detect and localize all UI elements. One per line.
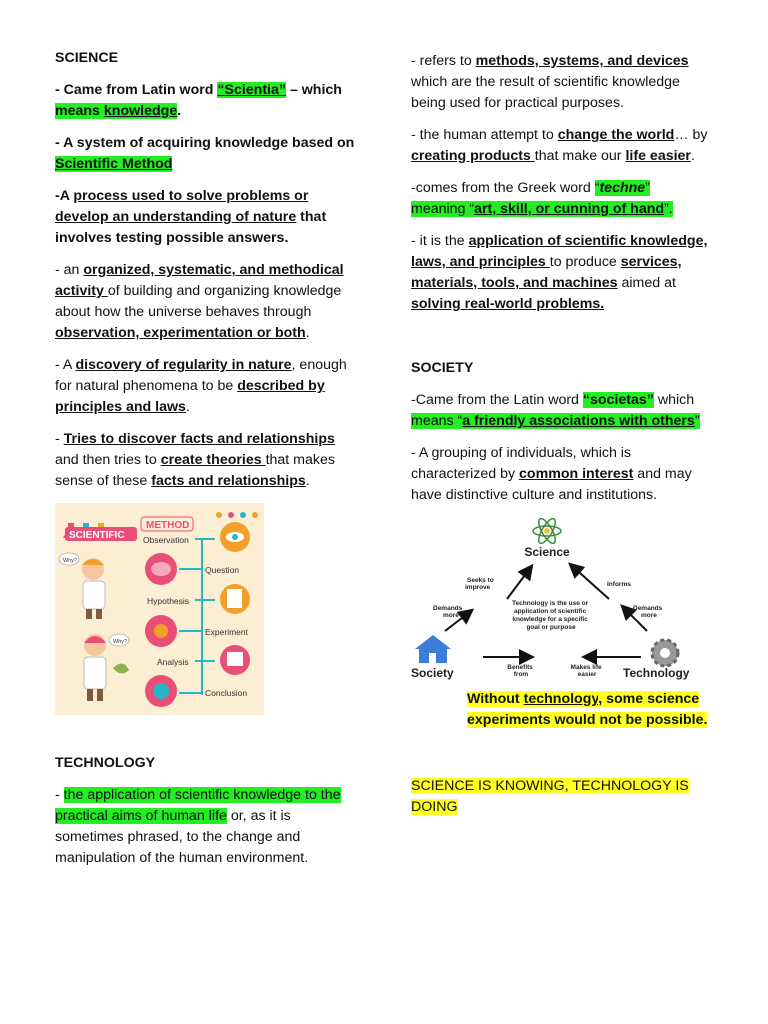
tech-refers: - refers to methods, systems, and devices which are the result of scientific knowledge being used for practical purposes. — [411, 53, 689, 111]
society-etymology: -Came from the Latin word “societas” which means “a friendly associations with others” — [411, 392, 700, 429]
label-society: Society — [411, 666, 454, 680]
technology-definition: - the application of scientific knowledge to the practical aims of human life or, as it is sometimes phrased, to the change and manipulation of the human environment. — [55, 787, 341, 866]
left-column — [55, 48, 360, 880]
scientific-method-figure — [55, 503, 264, 715]
tech-greek: -comes from the Greek word “techne” meaning “art, skill, or cunning of hand”. — [411, 180, 673, 217]
gear-icon — [652, 640, 678, 666]
svg-text:Hypothesis: Hypothesis — [147, 596, 190, 606]
science-society-technology-diagram — [409, 517, 709, 687]
svg-text:Informs: Informs — [607, 581, 631, 588]
svg-text:Why?: Why? — [63, 558, 78, 564]
svg-text:Why?: Why? — [113, 639, 128, 645]
science-system: - A system of acquiring knowledge based on Scientific Method — [55, 135, 355, 172]
svg-text:Experiment: Experiment — [205, 627, 248, 637]
technology-note: Without technology, some science experiments would not be possible. — [467, 691, 708, 728]
tech-human-attempt: - the human attempt to change the world… by creating products that make our life easier. — [411, 127, 708, 164]
science-discovery: - A discovery of regularity in nature, enough for natural phenomena to be described by principles and laws. — [55, 357, 347, 415]
svg-text:Conclusion: Conclusion — [205, 688, 248, 698]
house-icon — [415, 635, 451, 663]
science-organized: - an organized, systematic, and methodical activity of building and organizing knowledge about how the universe behaves through observation, experimentation or both. — [55, 262, 344, 341]
science-etymology: - Came from Latin word “Scientia” – which means knowledge. — [55, 82, 342, 119]
figure-title-b: METHOD — [146, 520, 190, 531]
figure-title-a: SCIENTIFIC — [69, 530, 125, 541]
technology-heading: TECHNOLOGY — [55, 755, 156, 771]
science-heading: SCIENCE — [55, 50, 119, 66]
atom-icon — [533, 517, 561, 546]
label-science: Science — [524, 545, 570, 559]
svg-text:Observation: Observation — [143, 535, 189, 545]
svg-text:Technology is the use or: Technology is the use or application of scientific knowledge for a specific goal or purpose — [512, 600, 589, 631]
svg-text:Makes life easier: Makes life easier — [570, 664, 602, 678]
svg-text:Demands more: Demands more — [633, 605, 663, 619]
society-grouping: - A grouping of individuals, which is characterized by common interest and may have distinctive culture and institutions. — [411, 445, 692, 503]
science-process: -A process used to solve problems or develop an understanding of nature that involves testing possible answers. — [55, 188, 327, 246]
right-column — [411, 51, 716, 829]
svg-text:Benefits from: Benefits from — [507, 664, 533, 678]
society-heading: SOCIETY — [411, 360, 474, 376]
label-technology: Technology — [623, 666, 690, 680]
svg-text:Question: Question — [205, 565, 240, 575]
svg-text:Demands more: Demands more — [433, 605, 463, 619]
svg-text:Analysis: Analysis — [157, 657, 189, 667]
science-facts: - Tries to discover facts and relationships and then tries to create theories that makes sense of these facts and relationships. — [55, 431, 335, 489]
tech-application: - it is the application of scientific knowledge, laws, and principles to produce services, materials, tools, and machines aimed at solving real-world problems. — [411, 233, 708, 312]
svg-text:Seeks to improve: Seeks to improve — [465, 577, 494, 591]
motto: SCIENCE IS KNOWING, TECHNOLOGY IS DOING — [411, 778, 689, 815]
